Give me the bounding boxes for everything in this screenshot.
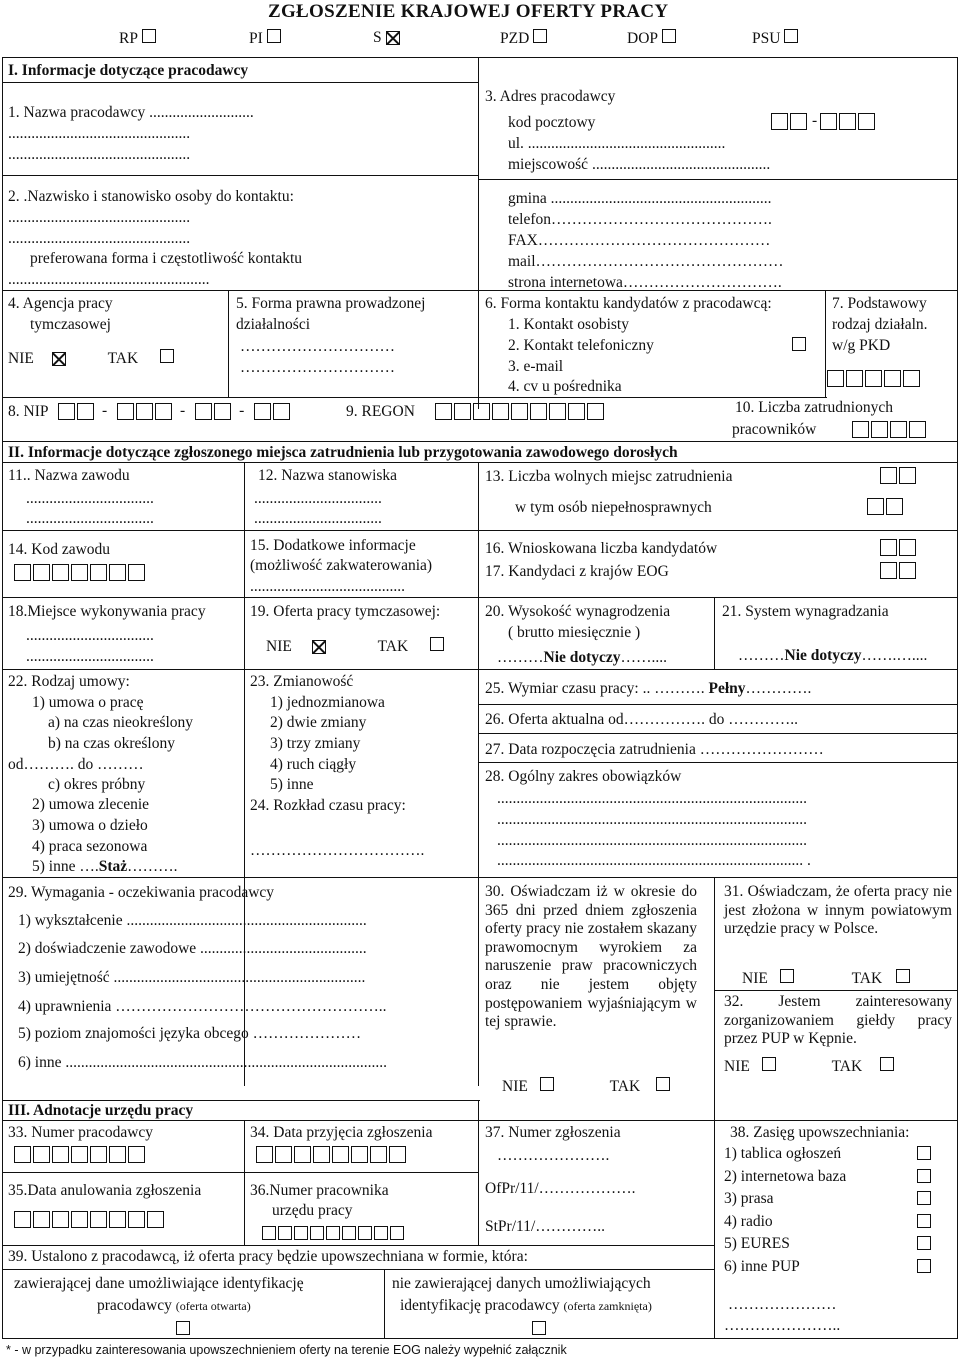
contact-option-2: 2. Kontakt telefoniczny xyxy=(508,337,654,354)
section1-heading: I. Informacje dotyczące pracodawcy xyxy=(8,62,249,79)
employer-number-label: 33. Numer pracodawcy xyxy=(8,1124,154,1141)
statement-31-options xyxy=(742,969,912,988)
employees-label: 10. Liczba zatrudnionych xyxy=(735,399,893,416)
temp-offer-nie-checkbox[interactable] xyxy=(312,640,326,654)
employees-label-2: pracowników xyxy=(732,421,817,438)
option-nie-label: NIE xyxy=(502,1078,528,1095)
postal-code-boxes[interactable]: - xyxy=(771,112,877,130)
closed-offer-label-2: identyfikację pracodawcy (oferta zamknięta) xyxy=(400,1297,652,1314)
dissemination-checkbox-5[interactable] xyxy=(917,1236,931,1250)
position-name-field-2[interactable]: ................................. xyxy=(254,510,382,527)
candidates-boxes[interactable] xyxy=(880,538,918,556)
pkd-label-3: w/g PKD xyxy=(832,337,891,354)
offer-type-psu xyxy=(752,29,800,48)
requirements-label: 29. Wymagania - oczekiwania pracodawcy xyxy=(8,884,275,901)
statement-32-tak-checkbox[interactable] xyxy=(880,1057,894,1071)
contract-option-2: 2) umowa zlecenie xyxy=(32,796,150,813)
submission-number-label: 37. Numer zgłoszenia xyxy=(485,1124,621,1141)
ofpr-number-field[interactable]: OfPr/11/………………. xyxy=(485,1180,636,1197)
workplace-label: 18.Miejsce wykonywania pracy xyxy=(8,603,206,620)
statement-30: 30. Oświadczam iż w okresie do 365 dni przed dniem zgłoszenia oferty pracy nie zostałem skazany prawomocnym wyrokiem za naruszenie praw pracowniczych oraz nie jestem objęty postępowaniem wyjaśniającym w tej sprawie. xyxy=(485,883,697,1031)
contract-option-4: 4) praca sezonowa xyxy=(32,838,148,855)
pay-system-value[interactable]: ………Nie dotyczy…….….... xyxy=(738,647,928,664)
temp-agency-nie-checkbox[interactable] xyxy=(52,352,66,366)
contract-option-1b: b) na czas określony xyxy=(48,735,175,752)
shift-option-1: 1) jednozmianowa xyxy=(270,694,385,711)
section2-heading: II. Informacje dotyczące zgłoszonego miejsca zatrudnienia lub przygotowania zawodowego dorosłych xyxy=(8,444,678,461)
workplace-field-2[interactable]: ................................. xyxy=(26,648,154,665)
legal-form-label: 5. Forma prawna prowadzonej xyxy=(236,295,426,312)
contract-type-label: 22. Rodzaj umowy: xyxy=(8,673,130,690)
employer-name-field-2[interactable]: ............................................... xyxy=(8,146,191,163)
legal-form-label-2: działalności xyxy=(236,316,311,333)
offer-type-s xyxy=(373,29,400,47)
acceptance-date-boxes[interactable] xyxy=(256,1145,408,1163)
profession-code-boxes[interactable] xyxy=(14,563,147,581)
temp-agency-options xyxy=(8,349,176,368)
option-tak-label: TAK xyxy=(377,638,409,655)
profession-name-field[interactable]: ................................. xyxy=(26,490,154,507)
shift-option-3: 3) trzy zmiany xyxy=(270,735,361,752)
eea-candidates-boxes[interactable] xyxy=(880,561,918,579)
postal-code-label: kod pocztowy xyxy=(508,114,596,131)
phone-field[interactable]: telefon……………………………………. xyxy=(508,211,772,228)
offer-type-checkbox[interactable] xyxy=(784,29,798,43)
option-tak-label: TAK xyxy=(851,970,883,987)
clerk-number-boxes[interactable] xyxy=(262,1224,406,1242)
position-name-field[interactable]: ................................. xyxy=(254,490,382,507)
footnote: * - w przypadku zainteresowania upowszechnieniem oferty na terenie EOG należy wypełnić załącznik xyxy=(6,1343,567,1357)
contract-option-1c: c) okres próbny xyxy=(48,776,146,793)
start-date-field[interactable]: 27. Data rozpoczęcia zatrudnienia …………………… xyxy=(485,741,824,758)
section3-heading: III. Adnotacje urzędu pracy xyxy=(8,1102,194,1119)
dissemination-other-field[interactable]: ………………… xyxy=(728,1296,837,1313)
dissemination-checkbox-3[interactable] xyxy=(917,1191,931,1205)
contact-option-3: 3. e-mail xyxy=(508,358,564,375)
dissemination-option-3: 3) prasa xyxy=(724,1190,774,1207)
cancel-date-boxes[interactable] xyxy=(14,1210,166,1228)
offer-type-pzd xyxy=(500,29,549,48)
offer-type-label: PI xyxy=(249,30,263,47)
contract-period-field[interactable]: od………. do ……… xyxy=(8,756,144,773)
pkd-label: 7. Podstawowy xyxy=(832,295,927,312)
dissemination-checkbox-6[interactable] xyxy=(917,1259,931,1273)
offer-type-label: PSU xyxy=(752,30,781,47)
salary-label: 20. Wysokość wynagrodzenia xyxy=(485,603,671,620)
employer-name-field[interactable]: ............................................... xyxy=(8,125,191,142)
dissemination-other-field-2[interactable]: ………………….. xyxy=(724,1317,841,1334)
contact-option-4: 4. cv u pośrednika xyxy=(508,378,622,395)
legal-form-field[interactable]: ………………………… xyxy=(240,338,395,355)
temp-offer-options xyxy=(266,637,446,656)
schedule-label: 24. Rozkład czasu pracy: xyxy=(250,797,406,814)
candidates-label: 16. Wnioskowana liczba kandydatów xyxy=(485,540,718,557)
statement-30-nie-checkbox[interactable] xyxy=(540,1077,554,1091)
salary-value[interactable]: ………Nie dotyczy…….... xyxy=(497,649,668,666)
address-label: 3. Adres pracodawcy xyxy=(485,88,616,105)
employer-number-boxes[interactable] xyxy=(14,1145,147,1163)
closed-offer-label: nie zawierającej danych umożliwiających xyxy=(392,1275,651,1292)
option-nie-label: NIE xyxy=(8,350,34,367)
pkd-boxes[interactable] xyxy=(827,369,922,387)
dissemination-checkbox-2[interactable] xyxy=(917,1169,931,1183)
open-offer-note: (oferta otwarta) xyxy=(175,1299,251,1313)
offer-type-pi xyxy=(249,29,283,48)
contact-person-field-2[interactable]: ............................................... xyxy=(8,230,191,247)
requirement-education[interactable]: 1) wykształcenie .............................................................. xyxy=(18,912,367,929)
open-offer-label: zawierającej dane umożliwiające identyfikację xyxy=(14,1275,304,1292)
offer-type-checkbox[interactable] xyxy=(142,29,156,43)
statement-32: 32. Jestem zainteresowany zorganizowaniem giełdy pracy przez PUP w Kępnie. xyxy=(724,993,952,1048)
dissemination-option-6: 6) inne PUP xyxy=(724,1258,800,1275)
shift-option-4: 4) ruch ciągły xyxy=(270,756,357,773)
offer-type-rp xyxy=(119,29,158,48)
dissemination-option-5: 5) EURES xyxy=(724,1235,790,1252)
duties-field-4[interactable]: ............................................................................... . xyxy=(497,852,811,869)
closed-offer-checkbox[interactable] xyxy=(532,1321,546,1335)
statement-31-nie-checkbox[interactable] xyxy=(780,969,794,983)
extra-info-field[interactable]: ........................................ xyxy=(250,578,405,595)
statement-30-tak-checkbox[interactable] xyxy=(656,1077,670,1091)
duties-field-2[interactable]: ................................................................................ xyxy=(497,811,807,828)
dissemination-checkbox-4[interactable] xyxy=(917,1214,931,1228)
offer-type-label: PZD xyxy=(500,30,530,47)
extra-info-label-2: (możliwość zakwaterowania) xyxy=(250,557,433,574)
nip-label: 8. NIP xyxy=(8,403,49,420)
offer-valid-field[interactable]: 26. Oferta aktualna od……………. do ………….. xyxy=(485,711,798,728)
street-field[interactable]: ul. ................................................... xyxy=(508,135,726,152)
website-field[interactable]: strona internetowa…………………………. xyxy=(508,274,782,291)
publication-form-label: 39. Ustalono z pracodawcą, iż oferta pracy będzie upowszechniana w formie, która: xyxy=(8,1248,528,1265)
statement-31: 31. Oświadczam, że oferta pracy nie jest złożona w innym powiatowym urzędzie pracy w Polsce. xyxy=(724,883,952,938)
contact-phone-checkbox[interactable] xyxy=(792,337,806,351)
option-tak-label: TAK xyxy=(107,350,139,367)
option-tak-label: TAK xyxy=(831,1058,863,1075)
contact-person-field[interactable]: ............................................... xyxy=(8,209,191,226)
temp-offer-tak-checkbox[interactable] xyxy=(430,637,444,651)
position-name-label: 12. Nazwa stanowiska xyxy=(258,467,398,484)
option-tak-label: TAK xyxy=(609,1078,641,1095)
contact-option-1: 1. Kontakt osobisty xyxy=(508,316,629,333)
contact-preference-label: preferowana forma i częstotliwość kontaktu xyxy=(30,250,303,267)
contract-option-5[interactable]: 5) inne ….Staż………. xyxy=(32,858,178,875)
offer-type-checkbox[interactable] xyxy=(386,31,400,45)
statement-30-options xyxy=(502,1077,672,1096)
option-nie-label: NIE xyxy=(724,1058,750,1075)
profession-name-label: 11.. Nazwa zawodu xyxy=(8,467,130,484)
duties-field-3[interactable]: ................................................................................ xyxy=(497,832,807,849)
pay-system-label: 21. System wynagradzania xyxy=(722,603,889,620)
extra-info-label: 15. Dodatkowe informacje xyxy=(250,537,416,554)
requirement-licenses[interactable]: 4) uprawnienia …………………………………………….. xyxy=(18,998,387,1015)
contract-option-1: 1) umowa o pracę xyxy=(32,694,144,711)
offer-type-dop xyxy=(627,29,678,48)
workplace-field[interactable]: ................................. xyxy=(26,627,154,644)
regon-label: 9. REGON xyxy=(346,403,415,420)
open-offer-checkbox[interactable] xyxy=(176,1321,190,1335)
dissemination-option-2: 2) internetowa baza xyxy=(724,1168,847,1185)
work-time-value[interactable]: 25. Wymiar czasu pracy: .. ………. Pełny…………. xyxy=(485,680,812,697)
closed-offer-note: (oferta zamknięta) xyxy=(563,1299,652,1313)
submission-number-field[interactable]: …………………. xyxy=(497,1147,610,1164)
duties-label: 28. Ogólny zakres obowiązków xyxy=(485,768,682,785)
shift-option-2: 2) dwie zmiany xyxy=(270,714,367,731)
offer-type-label: RP xyxy=(119,30,138,47)
mail-field[interactable]: mail………………………………………… xyxy=(508,253,784,270)
nip-boxes[interactable]: - - - xyxy=(58,402,292,420)
contract-option-1a: a) na czas nieokreślony xyxy=(48,714,194,731)
requirement-skills[interactable]: 3) umiejętność ................................................................. xyxy=(18,969,366,986)
eea-candidates-label: 17. Kandydaci z krajów EOG xyxy=(485,563,669,580)
offer-type-checkbox[interactable] xyxy=(662,29,676,43)
stpr-number-field[interactable]: StPr/11/………….. xyxy=(485,1218,605,1235)
open-offer-label-2: pracodawcy (oferta otwarta) xyxy=(97,1297,251,1314)
pkd-label-2: rodzaj działaln. xyxy=(832,316,928,333)
legal-form-field-2[interactable]: ………………………… xyxy=(240,359,395,376)
contact-form-label: 6. Forma kontaktu kandydatów z pracodawcą: xyxy=(485,295,772,312)
dissemination-option-4: 4) radio xyxy=(724,1213,773,1230)
statement-32-nie-checkbox[interactable] xyxy=(762,1057,776,1071)
vacancies-label: 13. Liczba wolnych miejsc zatrudnienia xyxy=(485,468,733,485)
duties-field[interactable]: ................................................................................ xyxy=(497,790,807,807)
temp-agency-label: 4. Agencja pracy xyxy=(8,295,113,312)
offer-type-checkbox[interactable] xyxy=(267,29,281,43)
city-field[interactable]: miejscowość .............................................. xyxy=(508,156,771,173)
contact-person-label: 2. .Nazwisko i stanowisko osoby do kontaktu: xyxy=(8,188,294,205)
requirement-experience[interactable]: 2) doświadczenie zawodowe ........................................... xyxy=(18,940,367,957)
requirement-other[interactable]: 6) inne ................................................................................... xyxy=(18,1054,387,1071)
vacancies-boxes[interactable] xyxy=(880,466,918,484)
dissemination-label: 38. Zasięg upowszechniania: xyxy=(730,1124,910,1141)
offer-type-checkbox[interactable] xyxy=(533,29,547,43)
profession-name-field-2[interactable]: ................................. xyxy=(26,510,154,527)
temp-agency-label-2: tymczasowej xyxy=(30,316,111,333)
profession-code-label: 14. Kod zawodu xyxy=(8,541,111,558)
shift-option-5: 5) inne xyxy=(270,776,314,793)
form-title: ZGŁOSZENIE KRAJOWEJ OFERTY PRACY xyxy=(268,1,669,22)
cancel-date-label: 35.Data anulowania zgłoszenia xyxy=(8,1182,202,1199)
regon-boxes[interactable] xyxy=(435,402,606,420)
offer-type-label: DOP xyxy=(627,30,659,47)
employees-boxes[interactable] xyxy=(852,420,928,438)
schedule-field[interactable]: ……………………………. xyxy=(250,842,425,859)
temp-offer-label: 19. Oferta pracy tymczasowej: xyxy=(250,603,441,620)
dissemination-checkbox-1[interactable] xyxy=(917,1146,931,1160)
clerk-number-label: 36.Numer pracownika xyxy=(250,1182,389,1199)
statement-32-options xyxy=(724,1057,896,1076)
clerk-number-label-2: urzędu pracy xyxy=(272,1202,353,1219)
offer-type-label: S xyxy=(373,29,382,46)
commune-field[interactable]: gmina ......................................................... xyxy=(508,190,772,207)
disabled-vacancies-label: w tym osób niepełnosprawnych xyxy=(515,499,712,516)
dissemination-option-1: 1) tablica ogłoszeń xyxy=(724,1145,842,1162)
option-nie-label: NIE xyxy=(742,970,768,987)
disabled-vacancies-boxes[interactable] xyxy=(867,497,905,515)
requirement-language[interactable]: 5) poziom znajomości języka obcego ………………… xyxy=(18,1025,362,1042)
contact-preference-field[interactable]: .................................................... xyxy=(8,271,210,288)
option-nie-label: NIE xyxy=(266,638,292,655)
fax-field[interactable]: FAX……………………………………… xyxy=(508,232,771,249)
employer-name-label: 1. Nazwa pracodawcy ........................... xyxy=(8,104,254,121)
salary-label-2: ( brutto miesięcznie ) xyxy=(508,624,641,641)
statement-31-tak-checkbox[interactable] xyxy=(896,969,910,983)
temp-agency-tak-checkbox[interactable] xyxy=(160,349,174,363)
contract-option-3: 3) umowa o dzieło xyxy=(32,817,148,834)
shifts-label: 23. Zmianowość xyxy=(250,673,354,690)
acceptance-date-label: 34. Data przyjęcia zgłoszenia xyxy=(250,1124,433,1141)
